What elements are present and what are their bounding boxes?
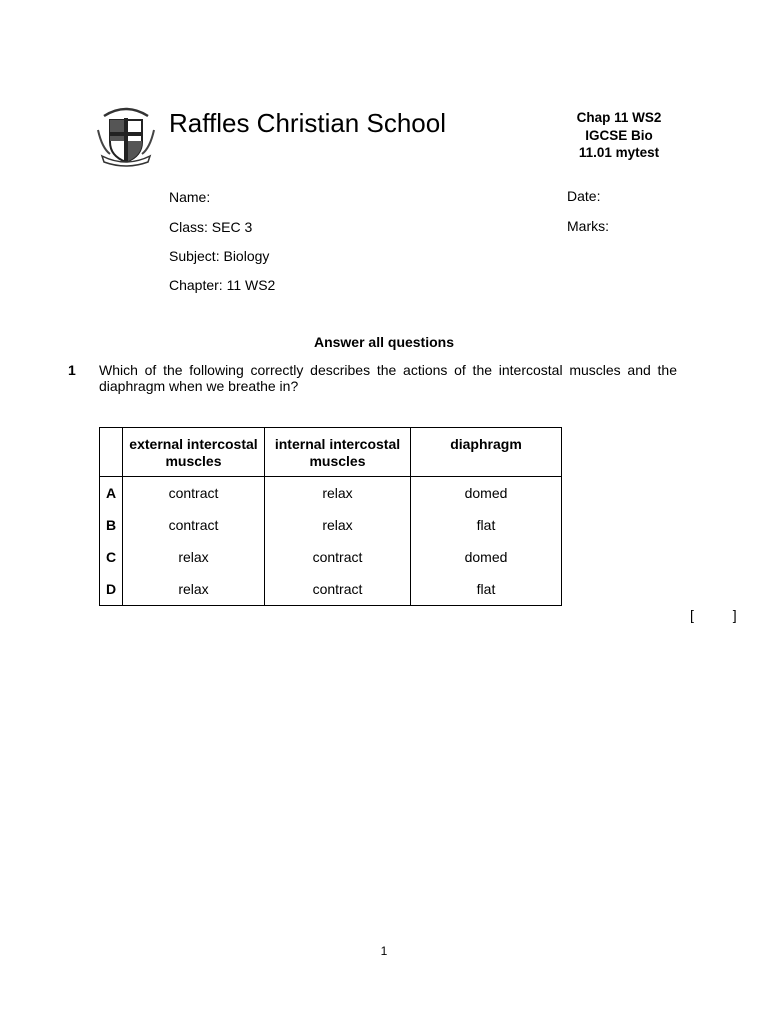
table-row (100, 509, 562, 541)
option-label: D (100, 573, 123, 606)
marks-field: Marks: (567, 218, 609, 234)
option-label: A (100, 477, 123, 510)
option-label: B (100, 509, 123, 541)
table-cell: contract (265, 573, 411, 606)
chapter-field: Chapter: 11 WS2 (169, 277, 276, 293)
question-text: Which of the following correctly describes the actions of the intercostal muscles and the diaphragm when we breathe in? (99, 362, 677, 394)
school-name: Raffles Christian School (169, 108, 446, 138)
table-cell: contract (123, 477, 265, 510)
table-cell: domed (411, 477, 562, 510)
table-header-external: external intercostal muscles (123, 428, 265, 477)
table-row (100, 541, 562, 573)
school-crest-logo (96, 102, 156, 168)
code-line-chapter: Chap 11 WS2 (576, 110, 662, 125)
subject-field: Subject: Biology (169, 248, 270, 264)
table-row (100, 477, 562, 510)
table-header-row (100, 428, 562, 477)
answer-options-table (99, 427, 562, 606)
instructions-heading: Answer all questions (313, 334, 455, 350)
table-header-internal: internal intercostal muscles (265, 428, 411, 477)
table-cell: contract (123, 509, 265, 541)
page-number: 1 (380, 944, 388, 958)
table-row (100, 573, 562, 606)
worksheet-code (560, 109, 678, 162)
table-cell: contract (265, 541, 411, 573)
class-field: Class: SEC 3 (169, 219, 253, 235)
table-cell: flat (411, 573, 562, 606)
table-header-blank (100, 428, 123, 477)
table-cell: relax (123, 573, 265, 606)
code-line-test: 11.01 mytest (578, 145, 660, 160)
question-number: 1 (68, 362, 76, 378)
answer-bracket[interactable]: [ ] (690, 607, 737, 623)
table-header-diaphragm: diaphragm (411, 428, 562, 477)
table-cell: relax (265, 477, 411, 510)
table-cell: flat (411, 509, 562, 541)
table-cell: relax (265, 509, 411, 541)
code-line-course: IGCSE Bio (585, 127, 653, 143)
table-cell: relax (123, 541, 265, 573)
option-label: C (100, 541, 123, 573)
date-field: Date: (567, 188, 601, 204)
name-field: Name: (169, 189, 211, 205)
table-cell: domed (411, 541, 562, 573)
